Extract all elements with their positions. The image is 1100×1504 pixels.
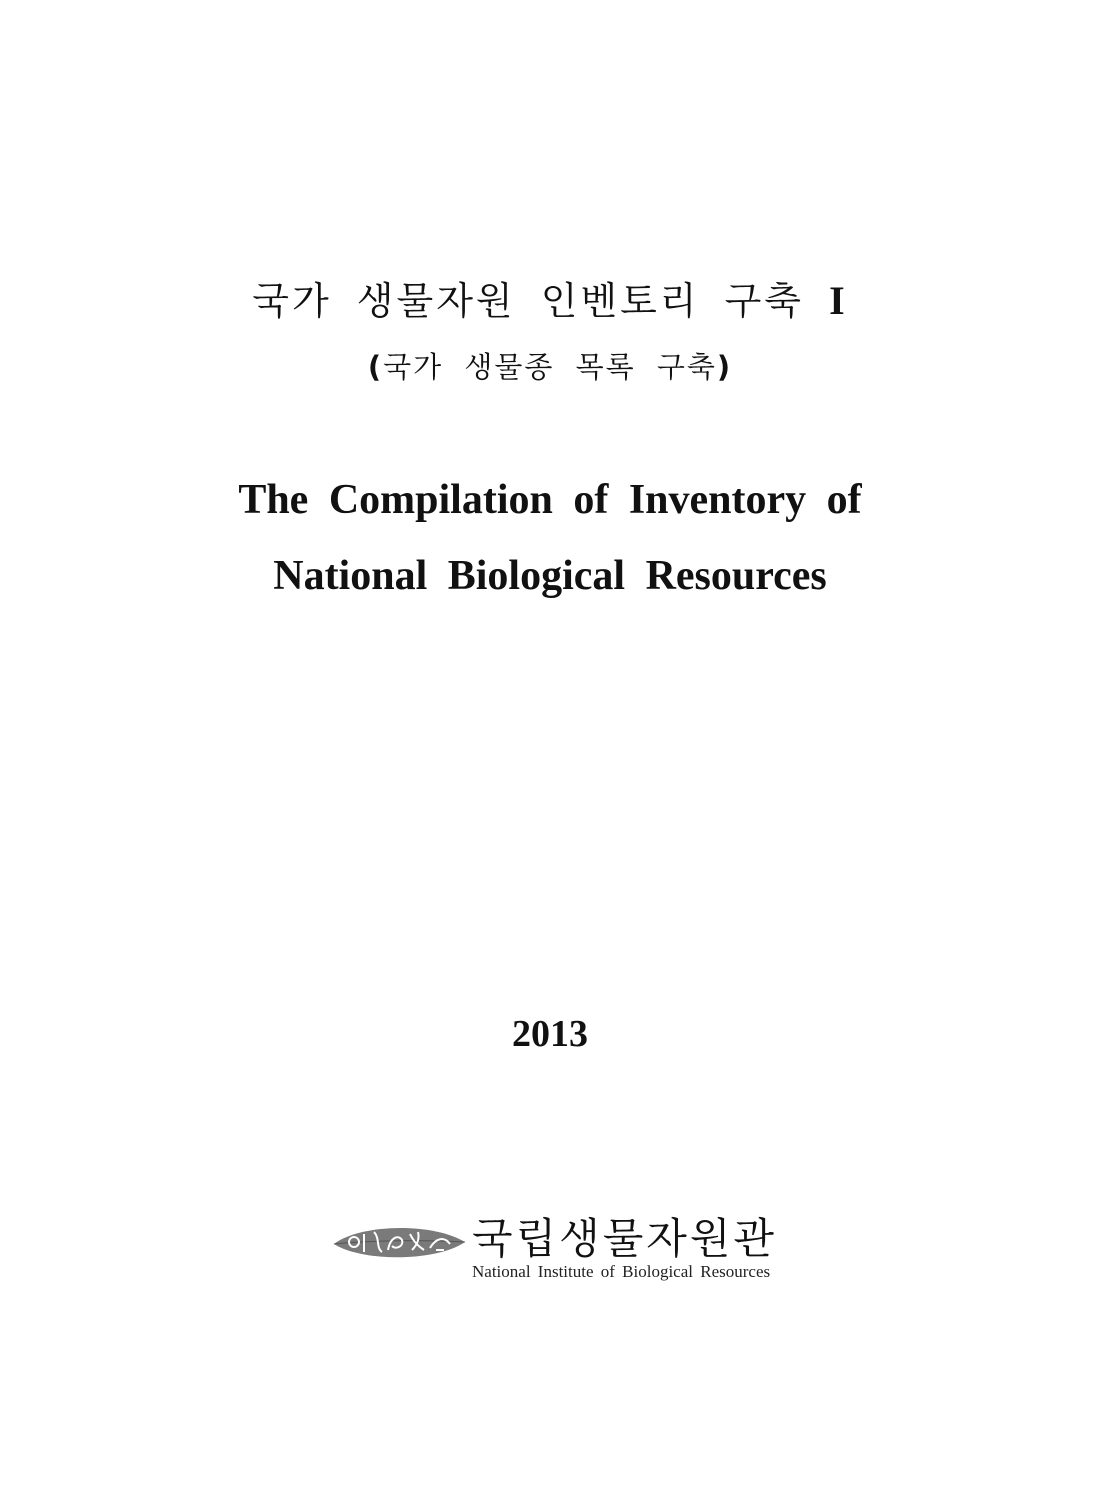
korean-title [0, 270, 1100, 325]
korean-title-text: 국가 생물자원 인벤토리 구축 [252, 279, 805, 323]
subtitle-close-paren: ) [716, 350, 733, 384]
publisher-korean-name: 국립생물자원관 [472, 1214, 778, 1263]
leaf-emblem-icon [332, 1220, 467, 1264]
english-title-line2: National Biological Resources [273, 553, 827, 599]
english-title [0, 462, 1100, 614]
korean-subtitle [0, 345, 1100, 386]
publisher-english-name: National Institute of Biological Resources [472, 1262, 771, 1281]
korean-subtitle-text: 국가 생물종 목록 구축 [383, 350, 717, 384]
publisher-logo [332, 1204, 792, 1294]
subtitle-open-paren: ( [367, 350, 384, 384]
korean-title-numeral: I [829, 278, 848, 323]
english-title-line1: The Compilation of Inventory of [238, 477, 862, 523]
publication-year: 2013 [512, 1013, 588, 1055]
